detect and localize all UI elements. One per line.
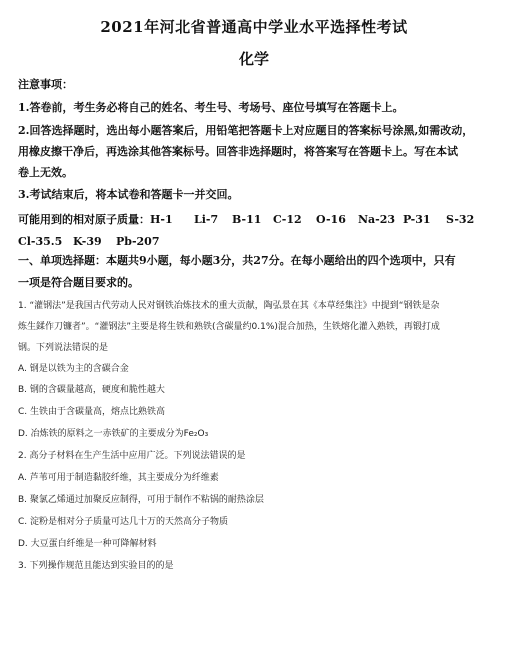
subject-title: 化学: [238, 50, 269, 68]
question-2-option-c: C. 淀粉是相对分子质量可达几十万的天然高分子物质: [18, 517, 229, 527]
atomic-mass-item: P-31: [403, 213, 431, 226]
question-1-stem-line-3: 钢。下列说法错误的是: [18, 343, 109, 353]
atomic-mass-item: H-1: [150, 213, 173, 226]
atomic-mass-row-1: [18, 208, 474, 227]
atomic-mass-item: K-39: [73, 235, 102, 248]
notice-item-2-line-2: 用橡皮擦干净后，再选涂其他答案标号。回答非选择题时，将答案写在答题卡上。写在本试: [18, 145, 458, 158]
notice-item-2-line-3: 卷上无效。: [18, 166, 73, 179]
atomic-mass-item: Pb-207: [116, 235, 160, 248]
notice-item-1: 1.答卷前，考生务必将自己的姓名、考生号、考场号、座位号填写在答题卡上。: [18, 101, 404, 114]
atomic-mass-item: Na-23: [358, 213, 396, 226]
question-3-stem: 3. 下列操作规范且能达到实验目的的是: [18, 561, 174, 571]
notice-item-2-line-1: 2.回答选择题时，选出每小题答案后，用铅笔把答题卡上对应题目的答案标号涂黑,如需改动，: [18, 124, 474, 137]
atomic-mass-item: Li-7: [194, 213, 219, 226]
question-2-option-d: D. 大豆蛋白纤维是一种可降解材料: [18, 539, 157, 549]
question-1-option-b: B. 钢的含碳量越高，硬度和脆性越大: [18, 385, 165, 395]
section-1-heading-line-2: 一项是符合题目要求的。: [18, 276, 139, 289]
question-1-stem-line-2: 炼生鍒作刀镰者”。“灌钢法”主要是将生铁和熟铁(含碳量约0.1%)混合加热，生铁熔化灌入熟铁，再锻打成: [18, 322, 440, 332]
section-1-heading-line-1: 一、单项选择题：本题共9小题，每小题3分，共27分。在每小题给出的四个选项中，只有: [18, 254, 456, 267]
question-1-option-d: D. 冶炼铁的原料之一赤铁矿的主要成分为Fe₂O₃: [18, 429, 209, 439]
notice-heading: 注意事项：: [18, 78, 73, 91]
question-2-stem: 2. 高分子材料在生产生活中应用广泛。下列说法错误的是: [18, 451, 246, 461]
atomic-mass-item: O-16: [316, 213, 346, 226]
question-2-option-a: A. 芦苇可用于制造黏胶纤维，其主要成分为纤维素: [18, 473, 219, 483]
atomic-mass-item: B-11: [232, 213, 262, 226]
atomic-mass-item: Cl-35.5: [18, 235, 63, 248]
notice-item-3: 3.考试结束后，将本试卷和答题卡一并交回。: [18, 188, 239, 201]
question-1-option-a: A. 钢是以铁为主的含碳合金: [18, 364, 129, 374]
atomic-mass-label: 可能用到的相对原子质量：: [18, 213, 150, 226]
atomic-mass-item: S-32: [446, 213, 475, 226]
atomic-mass-row-2: [18, 230, 160, 249]
question-1-option-c: C. 生铁由于含碳量高，熔点比熟铁高: [18, 407, 166, 417]
question-1-stem-line-1: 1. “灌钢法”是我国古代劳动人民对钢铁冶炼技术的重大贡献，陶弘景在其《本草经集注》中提到“钢铁是杂: [18, 301, 440, 311]
atomic-mass-item: C-12: [273, 213, 302, 226]
question-2-option-b: B. 聚氯乙烯通过加聚反应制得，可用于制作不粘锅的耐热涂层: [18, 495, 264, 505]
exam-title: 2021年河北省普通高中学业水平选择性考试: [100, 18, 408, 36]
